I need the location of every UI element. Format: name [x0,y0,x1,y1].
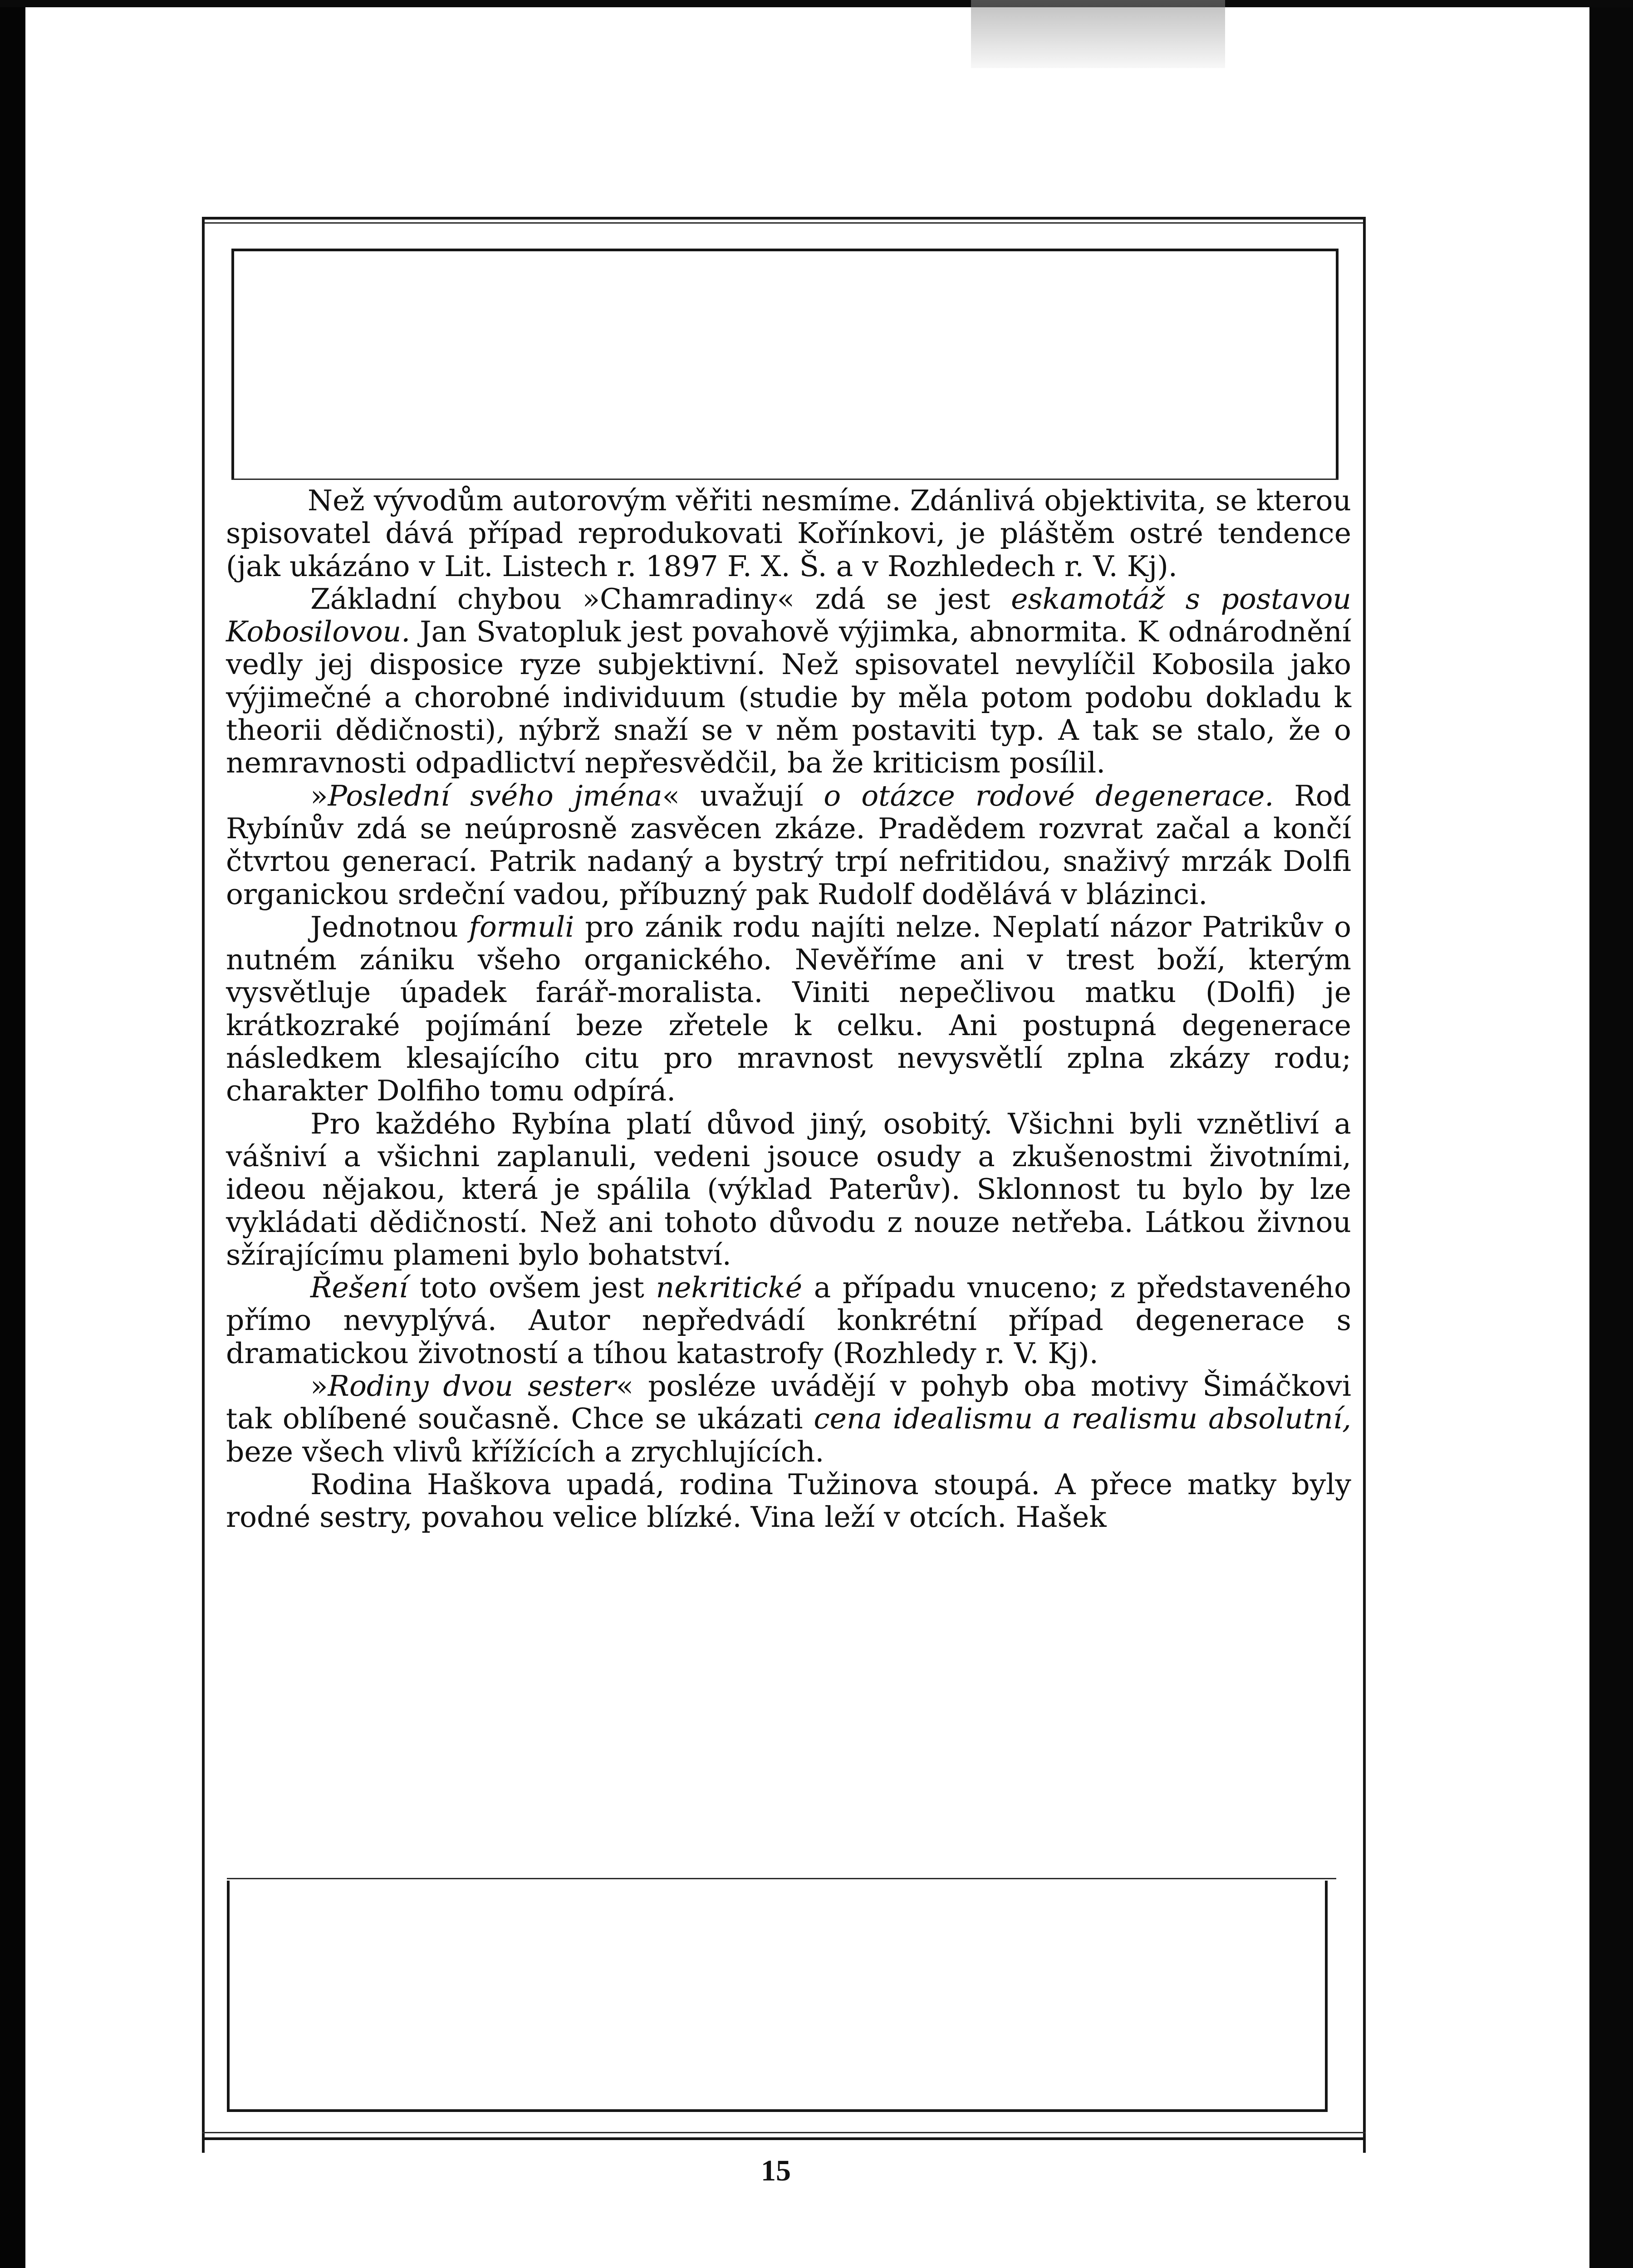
text-run: Pro každého Rybína platí důvod jiný, osobitý. Všichni byli vznětliví a vášniví a všichni zaplanuli, vedeni jsouce osudy a zkušenostmi životními, ideou nějakou, která je spálila (výklad Paterův). Sklonnost tu bylo by lze vykládati dědičností. Než ani tohoto důvodu z nouze netřeba. Látkou živnou sžírajícímu plameni bylo bohatství. [226,1107,1351,1271]
scan-border-right [1589,0,1633,2268]
italic-text: Rodiny dvou sester [328,1369,616,1403]
text-run: a případu vnuceno; z představeného přímo nevyplývá. Autor nepředvádí konkrétní případ degenerace s dramatickou životností a tíhou katastrofy (Rozhledy r. V. Kj). [226,1271,1352,1370]
text-run: Jednotnou [310,910,469,943]
text-run: pro zánik rodu najíti nelze. Neplatí názor Patrikův o nutném zániku všeho organického. Nevěříme ani v trest boží, kterým vysvětluje úpadek farář-moralista. Viniti nepečlivou matku (Dolfi) je krátkozraké pojímání beze zřetele k celku. Ani postupná degenerace následkem klesajícího citu pro mravnost nevysvětlí zplna zkázy rodu; charakter Dolfiho tomu odpírá. [226,910,1351,1108]
text-run: « posléze uvádějí v pohyb oba motivy Šimáčkovi tak oblíbené současně. Chce se ukázati [226,1369,1351,1436]
text-run: toto ovšem jest [408,1271,656,1305]
text-run: Jan Svatopluk jest povahově výjimka, abnormita. K odnárodnění vedly jej disposice ryze subjektivní. Než spisovatel nevylíčil Kobosila jako výjimečné a chorobné individuum (studie by měla potom podobu dokladu k theorii dědičnosti), nýbrž snaží se v něm postaviti typ. A tak se stalo, že o nemravnosti odpadlictví nepřesvědčil, ba že kriticism posílil. [226,615,1351,780]
scan-border-left [0,0,25,2268]
text-run: » [310,1369,328,1403]
text-run: beze všech vlivů křížících a zrychlujících. [226,1435,824,1468]
text-run: Rodina Haškova upadá, rodina Tužinova stoupá. A přece matky byly rodné sestry, povahou velice blízké. Vina leží v otcích. Hašek [226,1467,1351,1534]
text-run: Rod Rybínův zdá se neúprosně zasvěcen zkáze. Pradědem rozvrat začal a končí čtvrtou generací. Patrik nadaný a bystrý trpí nefritidou, snaživý mrzák Dolfi organickou srdeční vadou, příbuzný pak Rudolf dodělává v blázinci. [226,779,1351,911]
text-run: « uvažují [662,779,824,812]
italic-text: eskamotáž s postavou Kobosilovou. [226,582,1351,649]
paragraph [226,1468,1351,1534]
text-run: » [310,779,328,812]
italic-text: o otázce rodové degenerace. [824,779,1274,812]
italic-text: nekritické [656,1271,803,1305]
scan-smudge [971,0,1225,68]
text-run: Než vývodům autorovým věřiti nesmíme. Zdánlivá objektivita, se kterou spisovatel dává případ reprodukovati Kořínkovi, je pláštěm ostré tendence (jak ukázáno v Lit. Listech r. 1897 F. X. Š. a v Rozhledech r. V. Kj). [226,484,1351,583]
italic-text: cena idealismu a realismu absolutní, [814,1402,1351,1436]
article-text [226,484,1351,1534]
paragraph [226,484,1351,583]
scan-border-top [0,0,1633,7]
paragraph [226,780,1351,911]
italic-text: formuli [469,910,574,943]
paragraph [226,911,1351,1108]
paragraph [226,1370,1351,1468]
text-run: Základní chybou »Chamradiny« zdá se jest [310,582,1011,616]
paragraph [226,1108,1351,1271]
paragraph [226,1271,1351,1370]
paragraph [226,583,1351,780]
italic-text: Poslední svého jména [328,779,662,812]
page-number: 15 [761,2154,791,2187]
italic-text: Řešení [310,1271,408,1305]
